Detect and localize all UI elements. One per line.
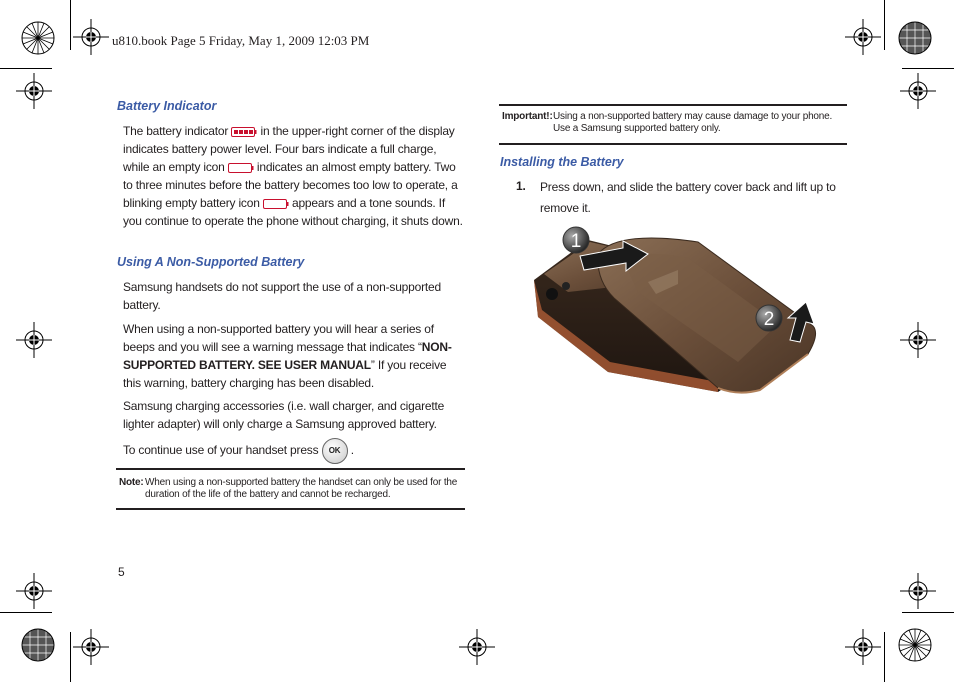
- note-text: When using a non-supported battery the handset can only be used for the duration of the life of the battery and cannot be recharged.: [145, 477, 458, 500]
- heading-installing-battery: Installing the Battery: [500, 155, 624, 169]
- important-block: [502, 111, 846, 135]
- step-text: Press down, and slide the battery cover back and lift up to remove it.: [540, 180, 836, 215]
- battery-full-icon: [231, 127, 257, 137]
- non-supported-paragraph-2: [123, 320, 463, 392]
- note-label: Note:: [119, 477, 144, 488]
- warning-message-text: NON-SUPPORTED BATTERY. SEE USER MANUAL: [123, 340, 452, 372]
- heading-battery-indicator: Battery Indicator: [117, 99, 217, 113]
- text-segment: To continue use of your handset press: [123, 443, 319, 458]
- text-segment: The battery indicator: [123, 124, 229, 138]
- note-top-rule: [116, 468, 465, 470]
- battery-cover-illustration: [528, 222, 820, 400]
- battery-empty-icon: [228, 163, 254, 173]
- battery-empty-blinking-icon: [263, 199, 289, 209]
- note-bottom-rule: [116, 508, 465, 510]
- running-head: u810.book Page 5 Friday, May 1, 2009 12:03 PM: [112, 33, 370, 48]
- page-number: 5: [118, 565, 125, 579]
- text-segment: appears and a tone sounds. If you continue to operate the phone without charging, it shuts down.: [123, 196, 463, 228]
- non-supported-paragraph-1: Samsung handsets do not support the use of a non-supported battery.: [123, 280, 441, 312]
- important-text: Using a non-supported battery may cause damage to your phone. Use a Samsung supported battery only.: [553, 111, 833, 134]
- important-bottom-rule: [499, 143, 847, 145]
- text-segment: indicates an almost empty battery. Two to three minutes before the battery becomes too low to operate, a blinking empty battery icon: [123, 160, 458, 210]
- callout-1-label: 1: [570, 231, 582, 252]
- important-top-rule: [499, 104, 847, 106]
- step-number: 1.: [516, 179, 526, 193]
- note-block: [119, 477, 464, 501]
- non-supported-paragraph-3: Samsung charging accessories (i.e. wall charger, and cigarette lighter adapter) will only charge a Samsung approved battery.: [123, 399, 445, 431]
- text-segment: in the upper-right corner of the display indicates battery power level. Four bars indicate a full charge, while an empty icon: [123, 124, 455, 174]
- text-segment: .: [350, 443, 354, 458]
- text-segment: ” If you receive this warning, battery charging has been disabled.: [123, 358, 447, 390]
- heading-non-supported-battery: Using A Non-Supported Battery: [117, 255, 305, 269]
- ok-key-icon: OK: [322, 438, 348, 464]
- callout-2-label: 2: [763, 309, 775, 330]
- battery-indicator-paragraph: [123, 122, 465, 230]
- non-supported-paragraph-4: [123, 438, 463, 464]
- text-segment: When using a non-supported battery you will hear a series of beeps and you will see a warning message that indicates “: [123, 322, 434, 354]
- important-label: Important!:: [502, 111, 553, 122]
